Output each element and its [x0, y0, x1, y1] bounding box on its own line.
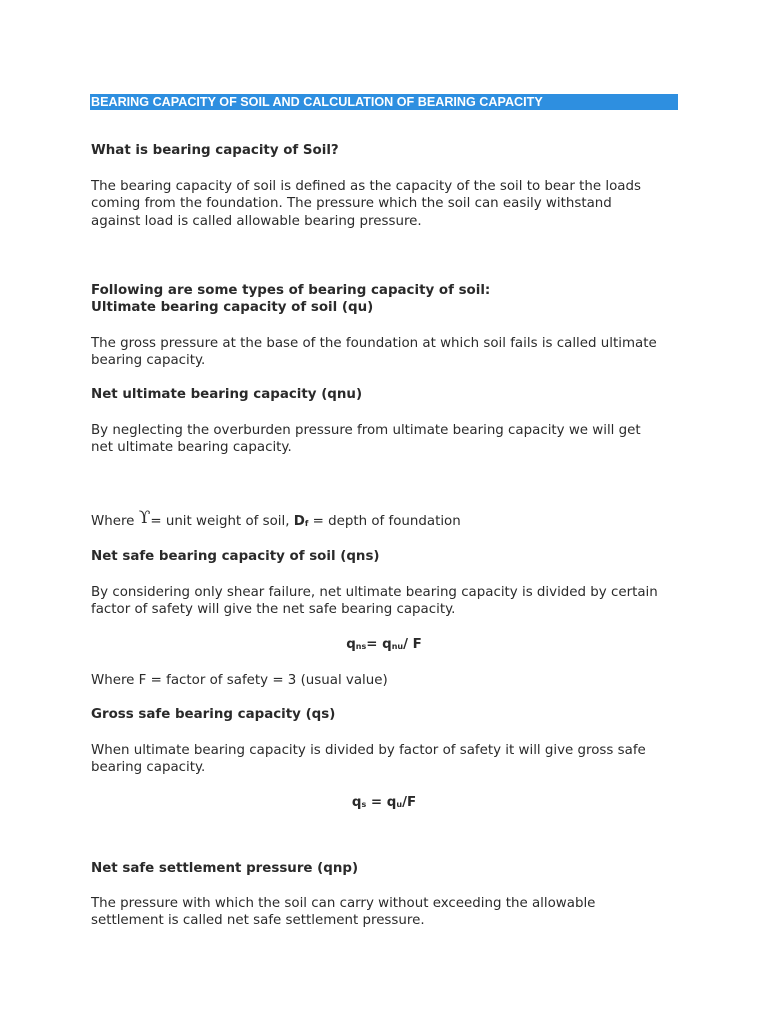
- paragraph-net-ultimate: [91, 422, 641, 457]
- where-prefix: Where: [91, 514, 135, 529]
- document-title-banner: BEARING CAPACITY OF SOIL AND CALCULATION OF BEARING CAPACITY: [90, 94, 678, 110]
- heading-net-ultimate: Net ultimate bearing capacity (qnu): [91, 387, 363, 402]
- paragraph-net-safe: [91, 584, 658, 619]
- text-line: against load is called allowable bearing pressure.: [91, 213, 422, 229]
- text-line: bearing capacity.: [91, 760, 206, 776]
- paragraph-gross-safe: [91, 742, 646, 777]
- text-line: factor of safety will give the net safe bearing capacity.: [91, 602, 456, 618]
- text-line: settlement is called net safe settlement pressure.: [91, 913, 425, 929]
- text-line: The bearing capacity of soil is defined as the capacity of the soil to bear the loads: [91, 179, 641, 194]
- where-mid: = unit weight of soil,: [150, 514, 290, 529]
- df-symbol: $D_f$: [293, 514, 309, 529]
- formula-net-safe: $q_{ns}= q_{nu}/$ F: [346, 637, 422, 652]
- ultimate-heading-text: Ultimate bearing capacity of soil (qu): [91, 300, 374, 316]
- paragraph-definition: [91, 178, 641, 230]
- gamma-symbol: ϒ: [138, 508, 151, 528]
- text-line: The gross pressure at the base of the foundation at which soil fails is called ultimate: [91, 336, 657, 351]
- text-line: net ultimate bearing capacity.: [91, 440, 292, 456]
- heading-settlement: Net safe settlement pressure (qnp): [91, 861, 359, 876]
- heading-what-is-bearing-capacity: What is bearing capacity of Soil?: [91, 143, 339, 158]
- paragraph-settlement: [91, 895, 595, 930]
- factor-of-safety-note: Where F = factor of safety = 3 (usual value): [91, 673, 388, 688]
- formula-gross-safe: $q_s = q_u/F$: [351, 795, 417, 810]
- text-line: When ultimate bearing capacity is divided by factor of safety it will give gross safe: [91, 743, 646, 758]
- heading-types: [91, 282, 490, 317]
- text-line: bearing capacity.: [91, 353, 206, 369]
- where-suffix: = depth of foundation: [312, 514, 461, 529]
- heading-gross-safe: Gross safe bearing capacity (qs): [91, 707, 336, 722]
- text-line: By neglecting the overburden pressure from ultimate bearing capacity we will get: [91, 423, 641, 438]
- text-line: The pressure with which the soil can carry without exceeding the allowable: [91, 896, 596, 911]
- where-definition-line: [91, 508, 461, 532]
- paragraph-ultimate: [91, 335, 657, 370]
- types-heading-text: Following are some types of bearing capacity of soil:: [91, 283, 491, 298]
- text-line: coming from the foundation. The pressure which the soil can easily withstand: [91, 196, 612, 212]
- text-line: By considering only shear failure, net ultimate bearing capacity is divided by certain: [91, 585, 658, 600]
- heading-net-safe: Net safe bearing capacity of soil (qns): [91, 549, 380, 564]
